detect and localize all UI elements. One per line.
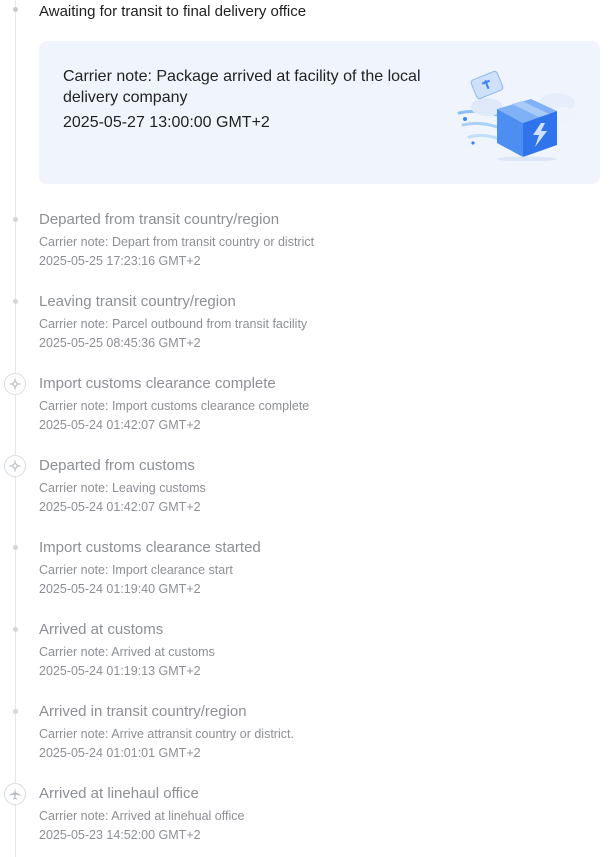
event-carrier-note: Carrier note: Leaving customs — [39, 481, 206, 495]
event-timestamp: 2025-05-24 01:19:13 GMT+2 — [39, 664, 201, 678]
timeline-event — [0, 541, 614, 607]
event-carrier-note: Carrier note: Import customs clearance complete — [39, 399, 310, 413]
event-dot — [13, 299, 18, 304]
current-event-dot — [13, 7, 18, 12]
event-dot — [13, 709, 18, 714]
event-status: Arrived in transit country/region — [39, 703, 247, 720]
event-timestamp: 2025-05-25 17:23:16 GMT+2 — [39, 254, 201, 268]
timeline-event — [0, 377, 614, 443]
event-carrier-note: Carrier note: Depart from transit country or district — [39, 235, 315, 249]
timeline-event — [0, 705, 614, 771]
current-event-card — [39, 41, 600, 184]
event-status: Import customs clearance started — [39, 539, 261, 556]
customs-icon — [4, 455, 26, 477]
timeline-event — [0, 787, 614, 853]
timeline-event — [0, 295, 614, 361]
timeline-event — [0, 213, 614, 279]
current-timestamp: 2025-05-27 13:00:00 GMT+2 — [63, 114, 270, 131]
event-dot — [13, 217, 18, 222]
event-dot — [13, 627, 18, 632]
event-timestamp: 2025-05-23 14:52:00 GMT+2 — [39, 828, 201, 842]
event-carrier-note: Carrier note: Import clearance start — [39, 563, 233, 577]
timeline-event — [0, 459, 614, 525]
event-timestamp: 2025-05-24 01:42:07 GMT+2 — [39, 500, 201, 514]
current-status: Awaiting for transit to final delivery office — [39, 3, 307, 20]
event-carrier-note: Carrier note: Arrive attransit country or district. — [39, 727, 294, 741]
current-carrier-note: Carrier note: Package arrived at facility of the local delivery company — [63, 68, 421, 106]
event-carrier-note: Carrier note: Arrived at customs — [39, 645, 215, 659]
event-status: Arrived at customs — [39, 621, 164, 638]
timeline-event — [0, 623, 614, 689]
event-status: Leaving transit country/region — [39, 293, 236, 310]
event-carrier-note: Carrier note: Arrived at linehual office — [39, 809, 245, 823]
event-status: Import customs clearance complete — [39, 375, 276, 392]
event-status: Departed from transit country/region — [39, 211, 280, 228]
customs-icon — [4, 373, 26, 395]
package-box-icon — [457, 69, 577, 161]
event-dot — [13, 545, 18, 550]
event-status: Departed from customs — [39, 457, 195, 474]
event-timestamp: 2025-05-24 01:01:01 GMT+2 — [39, 746, 201, 760]
airplane-icon — [4, 783, 26, 805]
event-timestamp: 2025-05-24 01:42:07 GMT+2 — [39, 418, 201, 432]
event-status: Arrived at linehaul office — [39, 785, 199, 802]
event-timestamp: 2025-05-24 01:19:40 GMT+2 — [39, 582, 201, 596]
event-carrier-note: Carrier note: Parcel outbound from transit facility — [39, 317, 308, 331]
event-timestamp: 2025-05-25 08:45:36 GMT+2 — [39, 336, 201, 350]
